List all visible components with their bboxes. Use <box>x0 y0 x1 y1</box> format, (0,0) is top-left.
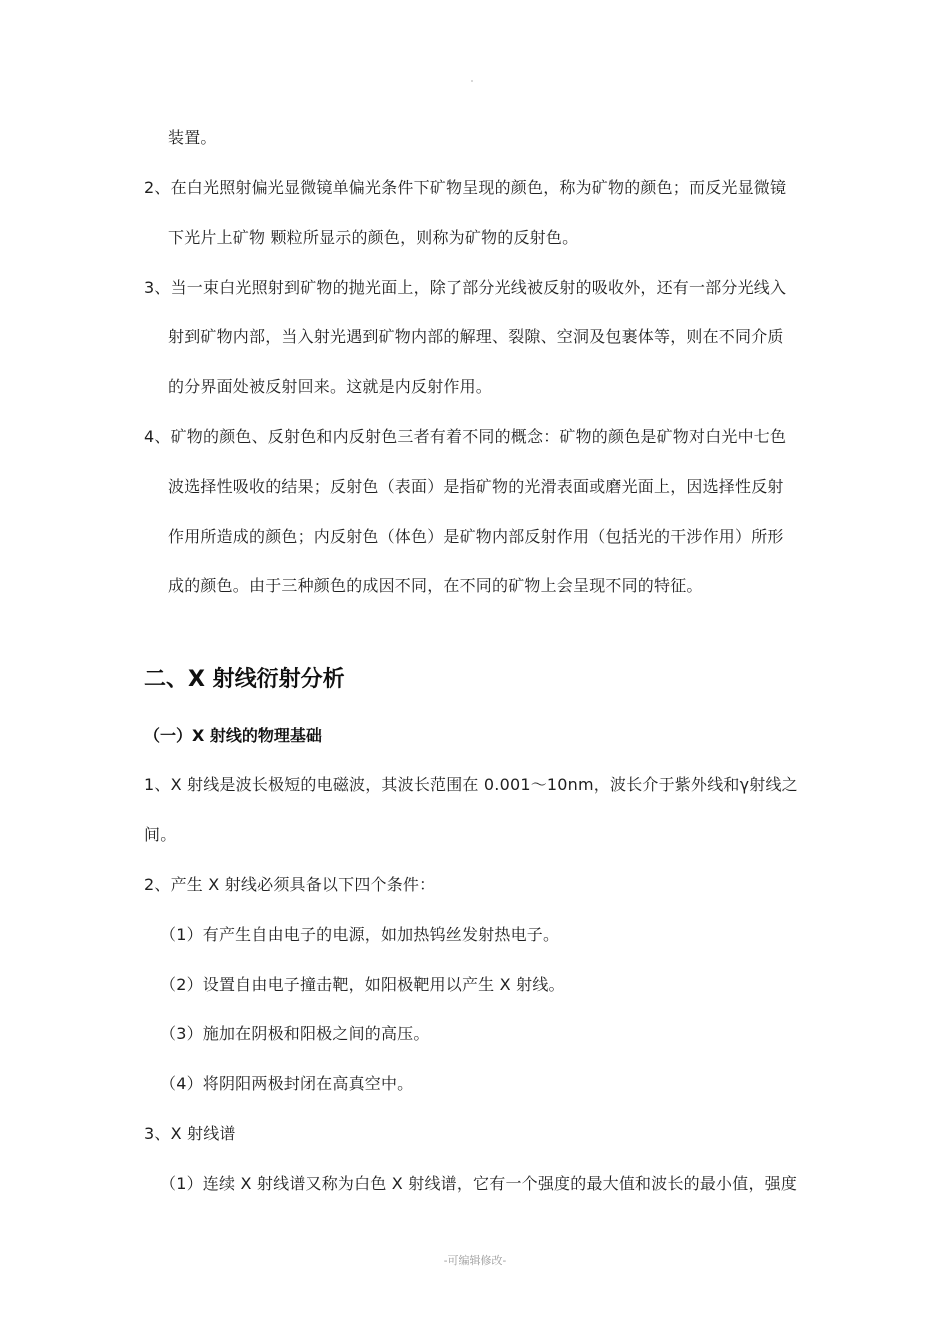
section-heading: 二、X 射线衍射分析 <box>144 667 345 692</box>
section-subheading: （一）X 射线的物理基础 <box>144 726 322 745</box>
item3-text1: 当一束白光照射到矿物的抛光面上，除了部分光线被反射的吸收外，还有一部分光线入 <box>170 278 787 297</box>
item4-line1 <box>144 426 786 448</box>
condition-3: （3）施加在阴极和阳极之间的高压。 <box>160 1024 430 1043</box>
item2-line1 <box>144 177 786 199</box>
item4-line3: 作用所造成的颜色；内反射色（体色）是矿物内部反射作用（包括光的干涉作用）所形 <box>168 527 784 546</box>
item2-text1: 在白光照射偏光显微镜单偏光条件下矿物呈现的颜色，称为矿物的颜色；而反光显微镜 <box>170 178 787 197</box>
para2: 2、产生 X 射线必须具备以下四个条件： <box>144 875 436 894</box>
item2-line2: 下光片上矿物 颗粒所显示的颜色，则称为矿物的反射色。 <box>168 228 579 247</box>
condition-2: （2）设置自由电子撞击靶，如阳极靶用以产生 X 射线。 <box>160 975 565 994</box>
item3-line2: 射到矿物内部，当入射光遇到矿物内部的解理、裂隙、空洞及包裹体等，则在不同介质 <box>168 327 784 346</box>
para1-line1: 1、X 射线是波长极短的电磁波，其波长范围在 0.001～10nm，波长介于紫外线和γ射线之 <box>144 775 798 794</box>
item4-line2: 波选择性吸收的结果；反射色（表面）是指矿物的光滑表面或磨光面上，因选择性反射 <box>168 477 784 496</box>
para3: 3、X 射线谱 <box>144 1124 236 1143</box>
item2-number: 2、 <box>144 178 171 197</box>
scan-speck <box>471 80 473 82</box>
item4-text1: 矿物的颜色、反射色和内反射色三者有着不同的概念：矿物的颜色是矿物对白光中七色 <box>170 427 787 446</box>
spectrum-1: （1）连续 X 射线谱又称为白色 X 射线谱，它有一个强度的最大值和波长的最小值，强度 <box>160 1174 798 1193</box>
para1-line2: 间。 <box>144 825 177 844</box>
item3-line3: 的分界面处被反射回来。这就是内反射作用。 <box>168 377 493 396</box>
item1-continuation: 装置。 <box>168 128 217 147</box>
item4-number: 4、 <box>144 427 171 446</box>
item4-line4: 成的颜色。由于三种颜色的成因不同，在不同的矿物上会呈现不同的特征。 <box>168 576 703 595</box>
condition-4: （4）将阴阳两极封闭在高真空中。 <box>160 1074 414 1093</box>
item3-line1 <box>144 277 786 299</box>
page-footer: -可编辑修改- <box>443 1254 507 1267</box>
condition-1: （1）有产生自由电子的电源，如加热钨丝发射热电子。 <box>160 925 560 944</box>
item3-number: 3、 <box>144 278 171 297</box>
